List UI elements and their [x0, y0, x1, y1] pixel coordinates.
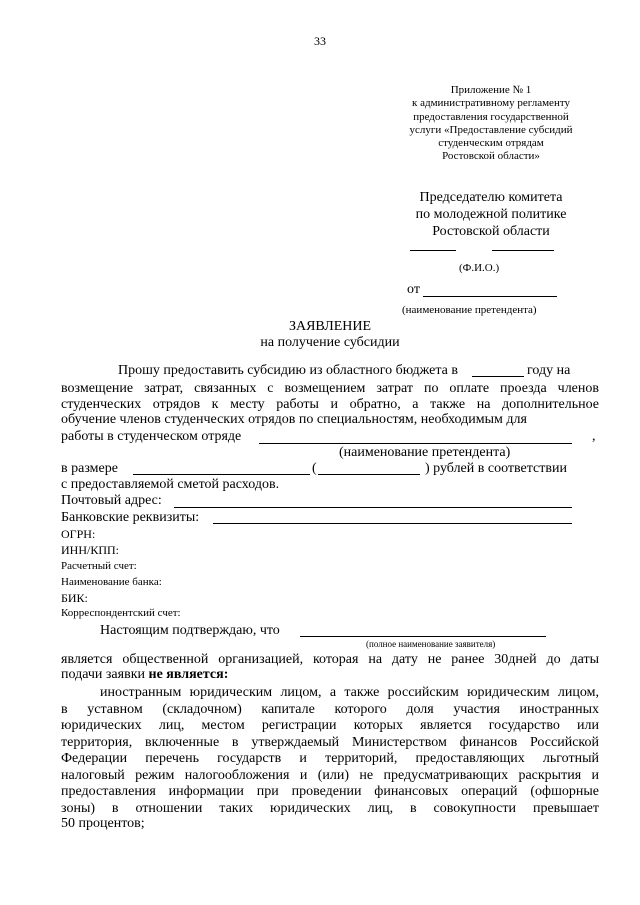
request-comma: ,	[592, 429, 596, 444]
appendix-line: предоставления государственной	[413, 110, 569, 123]
appendix-line: Ростовской области»	[442, 150, 540, 163]
request-line-2: возмещение затрат, связанных с возмещением затрат по оплате проезда членов	[61, 381, 599, 396]
request-line-1: Прошу предоставить субсидию из областного бюджета в	[118, 363, 458, 378]
account-label: Расчетный счет:	[61, 560, 137, 572]
org-line-2-text: подачи заявки	[61, 667, 149, 682]
bik-label: БИК:	[61, 591, 88, 605]
amount-tail: ) рублей в соответствии	[425, 461, 567, 476]
fio-blank-right	[492, 250, 554, 251]
bank-label: Банковские реквизиты:	[61, 510, 200, 525]
applicant-caption: (наименование претендента)	[402, 304, 537, 316]
inn-kpp-label: ИНН/КПП:	[61, 543, 120, 557]
document-subtitle: на получение субсидии	[260, 335, 400, 350]
org-line-2-bold: не является:	[148, 667, 229, 682]
addressee-line: Ростовской области	[432, 224, 550, 239]
bank-blank	[213, 523, 572, 524]
request-line-4: обучение членов студенческих отрядов по специальностям, необходимым для	[61, 412, 527, 427]
foreign-line-3: юридических лиц, местом регистрации которых является государство или	[61, 718, 599, 733]
appendix-block	[380, 84, 602, 164]
page-number: 33	[314, 34, 326, 48]
org-line-2	[61, 668, 228, 682]
team-blank	[259, 443, 572, 444]
postal-label: Почтовый адрес:	[61, 493, 162, 508]
appendix-line: Приложение № 1	[450, 84, 532, 96]
fio-blank-left	[410, 250, 456, 251]
foreign-line-6: налоговый режим налогообложения и (или) не предусматривающих раскрытия и	[61, 768, 599, 783]
foreign-line-8: зоны) в отношении таких юридических лиц, в совокупности превышает	[61, 801, 599, 816]
foreign-line-1: иностранным юридическим лицом, а также российским юридическим лицом,	[100, 685, 599, 700]
addressee-line: по молодежной политике	[415, 207, 567, 222]
org-line-1: является общественной организацией, которая на дату не ранее 30дней до даты	[61, 652, 599, 667]
foreign-line-9: 50 процентов;	[61, 816, 145, 831]
foreign-line-4: территория, включенные в утверждаемый Министерством финансов Российской	[61, 735, 599, 750]
ogrn-label: ОГРН:	[61, 527, 96, 541]
amount-label: в размере	[61, 461, 118, 476]
foreign-line-5: Федерации перечень государств и территорий, предоставляющих льготный	[61, 751, 599, 766]
appendix-line: услуги «Предоставление субсидий	[409, 123, 573, 136]
year-blank	[472, 376, 524, 377]
postal-blank	[174, 507, 572, 508]
request-line-5: работы в студенческом отряде	[61, 429, 242, 444]
from-blank	[423, 296, 557, 297]
amount-blank	[133, 474, 310, 475]
corr-account-label: Корреспондентский счет:	[61, 607, 181, 619]
foreign-line-2: в уставном (складочном) капитале которого доля участия иностранных	[61, 702, 599, 717]
amount-open: (	[312, 461, 317, 476]
appendix-line: к административному регламенту	[412, 97, 570, 110]
document-title: ЗАЯВЛЕНИЕ	[288, 319, 372, 334]
addressee-line: Председателю комитета	[419, 190, 563, 205]
confirm-blank	[300, 636, 546, 637]
confirm-label: Настоящим подтверждаю, что	[100, 623, 280, 638]
confirm-caption: (полное наименование заявителя)	[366, 639, 496, 649]
addressee-block	[375, 189, 607, 240]
appendix-line: студенческим отрядам	[438, 137, 544, 150]
request-line-1-end: году на	[527, 363, 571, 378]
bank-name-label: Наименование банка:	[61, 576, 162, 588]
from-label: от	[407, 282, 420, 297]
amount-words-blank	[318, 474, 420, 475]
fio-caption: (Ф.И.О.)	[459, 262, 500, 274]
estimate-line: с предоставляемой сметой расходов.	[61, 477, 280, 492]
foreign-line-7: предоставления информации при проведении финансовых операций (офшорные	[61, 784, 599, 799]
request-line-3: студенческих отрядов к месту работы и обратно, а также на дополнительное	[61, 397, 599, 412]
team-caption: (наименование претендента)	[339, 445, 511, 460]
